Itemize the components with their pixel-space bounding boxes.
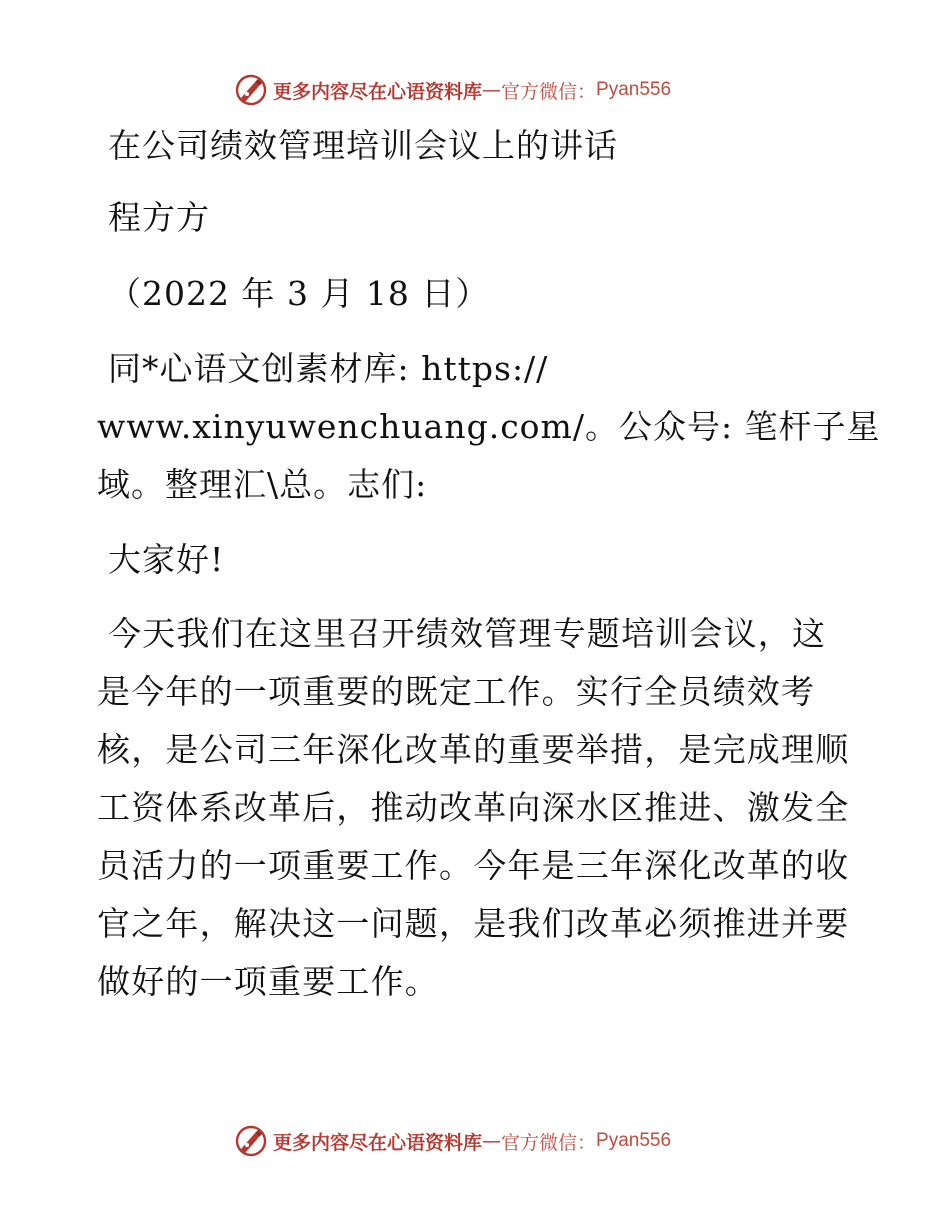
banner-wechat-id: Pyan556: [596, 1130, 672, 1151]
greeting: 大家好!: [108, 540, 225, 579]
banner-main-text: 更多内容尽在心语资料库: [273, 80, 483, 103]
banner-wechat-label: 官方微信：: [501, 1131, 597, 1154]
source-line-3: 域。整理汇\总。志们:: [97, 465, 428, 504]
banner-dash: —: [482, 79, 502, 101]
footer-banner: [233, 1121, 671, 1161]
banner-main-text: 更多内容尽在心语资料库: [273, 1131, 483, 1154]
banner-dash: —: [482, 1130, 502, 1152]
banner-wechat-label: 官方微信：: [501, 80, 597, 103]
banner-wechat-id: Pyan556: [596, 79, 672, 100]
document-title: 在公司绩效管理培训会议上的讲话: [108, 126, 618, 165]
body-paragraph: 今天我们在这里召开绩效管理专题培训会议，这是今年的一项重要的既定工作。实行全员绩效考核，是公司三年深化改革的重要举措，是完成理顺工资体系改革后，推动改革向深水区推进、激发全员活力的一项重要工作。今年是三年深化改革的收官之年，解决这一问题，是我们改革必须推进并要做好的一项重要工作。: [97, 614, 850, 1001]
document-author: 程方方: [108, 198, 210, 237]
source-line-2: www.xinyuwenchuang.com/。公众号: 笔杆子星: [97, 407, 881, 446]
document-date: （2022 年 3 月 18 日）: [108, 274, 490, 313]
header-banner: [233, 70, 671, 110]
pen-logo-icon: [233, 72, 269, 108]
pen-logo-icon: [233, 1123, 269, 1159]
source-line-1: 同*心语文创素材库: https://: [108, 349, 549, 388]
